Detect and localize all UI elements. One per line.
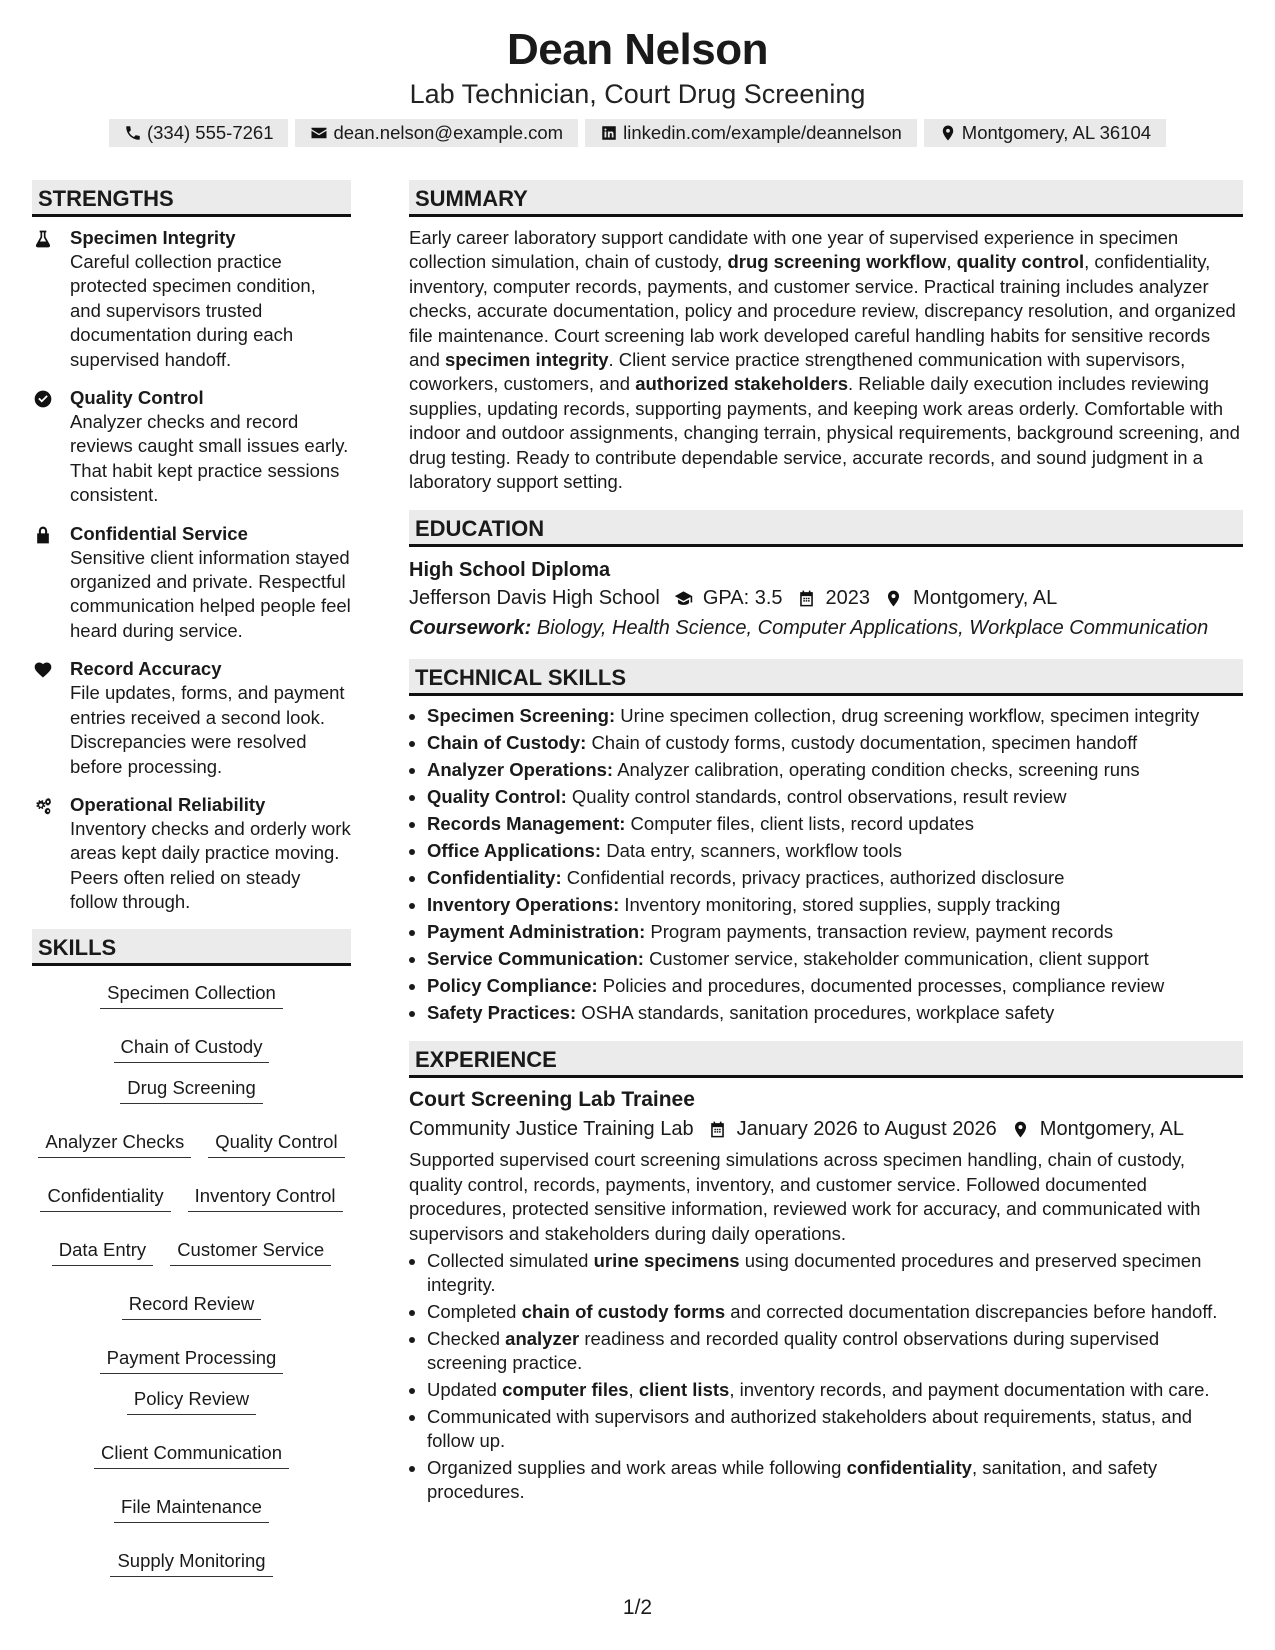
list-item (427, 1249, 1243, 1297)
summary-segment: Early career laboratory support candidate with one year of supervised experience in specimen collection simulation, chain of custody, (409, 227, 1179, 273)
skill-label: Service Communication: (427, 948, 644, 970)
summary-highlight: quality control (956, 251, 1085, 273)
list-item (427, 812, 1243, 836)
education-year: 2023 (825, 587, 871, 610)
list-item (427, 920, 1243, 944)
experience-heading: EXPERIENCE (409, 1041, 1243, 1078)
skill-text: Analyzer calibration, operating condition checks, screening runs (617, 759, 1140, 781)
skill-tag: Drug Screening (120, 1076, 263, 1104)
list-item (427, 1300, 1243, 1324)
job-org: Community Justice Training Lab (409, 1118, 694, 1141)
contact-bar (0, 119, 1275, 147)
skill-label: Confidentiality: (427, 867, 562, 889)
technical-skills-list (409, 704, 1243, 1025)
strengths-heading: STRENGTHS (32, 180, 351, 217)
strength-desc: File updates, forms, and payment entries received a second look. Discrepancies were resolved before processing. (70, 682, 345, 777)
list-item (427, 1378, 1243, 1402)
experience-section (409, 1041, 1243, 1504)
list-item (427, 974, 1243, 998)
strength-title: Record Accuracy (70, 658, 222, 680)
lock-icon (33, 525, 53, 545)
summary-segment: . Reliable daily execution includes reviewing supplies, updating records, supporting payments, and keeping work areas orderly. Comfortable with indoor and outdoor assignments, changing terrain, physical requirements, background screening, and drug testing. Ready to contribute dependable service, accurate records, and sound judgment in a laboratory support setting. (409, 373, 1240, 493)
contact-linkedin[interactable] (585, 119, 917, 147)
right-column (409, 180, 1243, 1507)
contact-phone[interactable] (109, 119, 289, 147)
education-gpa: GPA: 3.5 (702, 587, 783, 610)
skill-label: Analyzer Operations: (427, 759, 614, 781)
map-pin-icon (939, 124, 957, 142)
summary-segment: , confidentiality, inventory, computer records, payments, and customer service. Practical training includes analyzer checks, accurate documentation, policy and procedure review, discrepancy resolution, and organized file maintenance. Court screening lab work developed careful handling habits for sensitive records and (409, 251, 1236, 371)
strength-item (32, 226, 351, 372)
strength-item (32, 522, 351, 644)
skill-label: Specimen Screening: (427, 705, 616, 727)
strength-title: Confidential Service (70, 522, 248, 544)
summary-highlight: specimen integrity (445, 349, 609, 371)
graduation-cap-icon (674, 589, 693, 608)
skill-tag: Inventory Control (188, 1184, 343, 1212)
skill-text: Customer service, stakeholder communication, client support (649, 948, 1149, 970)
contact-email[interactable] (295, 119, 578, 147)
bullet-text: Organized supplies and work areas while following (427, 1457, 847, 1479)
list-item (427, 1456, 1243, 1504)
bullet-highlight: client lists (638, 1379, 730, 1401)
list-item (427, 1327, 1243, 1375)
skill-tag: Policy Review (127, 1387, 256, 1415)
skill-label: Safety Practices: (427, 1002, 577, 1024)
education-meta (409, 583, 1243, 613)
bullet-text: , inventory records, and payment documentation with care. (729, 1379, 1210, 1401)
skill-tag: Chain of Custody (114, 1035, 270, 1063)
bullet-highlight: urine specimens (593, 1250, 740, 1272)
skill-label: Chain of Custody: (427, 732, 587, 754)
skill-tag: Customer Service (170, 1238, 331, 1266)
summary-segment: , (946, 251, 957, 273)
list-item (427, 704, 1243, 728)
list-item (427, 893, 1243, 917)
skill-label: Quality Control: (427, 786, 567, 808)
skill-text: Computer files, client lists, record updates (630, 813, 974, 835)
contact-location (924, 119, 1166, 147)
skill-text: Program payments, transaction review, payment records (650, 921, 1114, 943)
candidate-name: Dean Nelson (506, 25, 768, 74)
skill-text: Chain of custody forms, custody documentation, specimen handoff (591, 732, 1138, 754)
education-section (409, 510, 1243, 643)
flask-icon (33, 229, 53, 249)
skill-tag: Supply Monitoring (110, 1549, 272, 1577)
job-meta (409, 1114, 1243, 1144)
strength-title: Quality Control (70, 387, 204, 409)
left-column (32, 180, 351, 1577)
skills-list (32, 981, 351, 1577)
skill-tag: Data Entry (52, 1238, 153, 1266)
skill-tag: File Maintenance (114, 1495, 269, 1523)
coursework-list: Biology, Health Science, Computer Applications, Workplace Communication (536, 617, 1209, 640)
skill-label: Policy Compliance: (427, 975, 598, 997)
page-number: 1/2 (622, 1596, 653, 1619)
skill-tag: Payment Processing (100, 1346, 284, 1374)
summary-heading: SUMMARY (409, 180, 1243, 217)
contact-linkedin-text: linkedin.com/example/deannelson (623, 122, 902, 143)
strength-title: Specimen Integrity (70, 227, 236, 248)
skill-label: Records Management: (427, 813, 626, 835)
contact-email-text: dean.nelson@example.com (333, 122, 564, 143)
skill-label: Payment Administration: (427, 921, 646, 943)
heart-icon (33, 660, 53, 680)
gears-icon (33, 796, 53, 816)
strength-desc: Analyzer checks and record reviews caught small issues early. That habit kept practice sessions consistent. (70, 411, 349, 506)
skill-text: Confidential records, privacy practices, authorized disclosure (566, 867, 1065, 889)
bullet-text: Communicated with supervisors and authorized stakeholders about requirements, status, and follow up. (427, 1406, 1193, 1452)
list-item (427, 1405, 1243, 1453)
strengths-list (32, 226, 351, 915)
strength-item (32, 657, 351, 779)
job-summary: Supported supervised court screening simulations across specimen handling, chain of custody, quality control, records, payments, inventory, and customer service. Followed documented procedures, protected sensitive information, reviewed work for accuracy, and communicated with supervisors and stakeholders during daily operations. (409, 1149, 1201, 1244)
list-item (427, 731, 1243, 755)
skill-text: Quality control standards, control observations, result review (571, 786, 1067, 808)
skills-section (32, 929, 351, 1577)
list-item (427, 1001, 1243, 1025)
strength-title: Operational Reliability (70, 793, 266, 815)
list-item (427, 947, 1243, 971)
skill-text: Policies and procedures, documented processes, compliance review (602, 975, 1165, 997)
skill-tag: Client Communication (94, 1441, 289, 1469)
bullet-text: , (628, 1379, 639, 1401)
list-item (427, 866, 1243, 890)
calendar-icon (797, 589, 816, 608)
strength-item (32, 386, 351, 508)
contact-location-text: Montgomery, AL 36104 (961, 122, 1152, 143)
skill-label: Inventory Operations: (427, 894, 620, 916)
skill-tag: Analyzer Checks (38, 1130, 191, 1158)
skills-heading: SKILLS (32, 929, 351, 966)
skill-tag: Confidentiality (40, 1184, 170, 1212)
bullet-highlight: computer files (502, 1379, 629, 1401)
summary-text (409, 226, 1243, 494)
strength-desc: Careful collection practice protected specimen condition, and supervisors trusted documentation during each supervised handoff. (70, 251, 316, 370)
bullet-highlight: analyzer (505, 1328, 580, 1350)
linkedin-icon (600, 124, 618, 142)
resume-header (0, 0, 1275, 147)
bullet-text: Collected simulated (427, 1250, 594, 1272)
list-item (427, 758, 1243, 782)
education-degree: High School Diploma (409, 559, 611, 582)
list-item (427, 785, 1243, 809)
education-coursework (409, 613, 1243, 643)
bullet-text: Checked (427, 1328, 506, 1350)
skill-tag: Quality Control (208, 1130, 344, 1158)
skill-tag: Record Review (122, 1292, 261, 1320)
bullet-text: using documented procedures and preserved specimen integrity. (427, 1250, 1202, 1296)
job-bullets (409, 1249, 1243, 1504)
skill-text: Data entry, scanners, workflow tools (606, 840, 902, 862)
job-title: Court Screening Lab Trainee (409, 1088, 695, 1112)
list-item (427, 839, 1243, 863)
strength-item (32, 793, 351, 915)
map-pin-icon (884, 589, 903, 608)
calendar-icon (708, 1120, 727, 1139)
skill-label: Office Applications: (427, 840, 602, 862)
education-school: Jefferson Davis High School (409, 587, 660, 610)
summary-segment: . Client service practice strengthened communication with supervisors, coworkers, customers, and (409, 349, 1186, 395)
skill-text: OSHA standards, sanitation procedures, workplace safety (581, 1002, 1055, 1024)
education-heading: EDUCATION (409, 510, 1243, 547)
technical-skills-heading: TECHNICAL SKILLS (409, 659, 1243, 696)
strength-desc: Inventory checks and orderly work areas kept daily practice moving. Peers often relied on steady follow through. (70, 817, 351, 913)
bullet-text: readiness and recorded quality control observations during supervised screening practice. (427, 1328, 1160, 1374)
skill-tag: Specimen Collection (100, 981, 283, 1009)
envelope-icon (310, 124, 328, 142)
technical-skills-section (409, 659, 1243, 1025)
bullet-text: Completed (427, 1301, 522, 1323)
job-dates: January 2026 to August 2026 (736, 1118, 997, 1141)
bullet-highlight: confidentiality (846, 1457, 972, 1479)
map-pin-icon (1011, 1120, 1030, 1139)
contact-phone-text: (334) 555-7261 (146, 122, 274, 143)
bullet-text: Updated (427, 1379, 503, 1401)
phone-icon (124, 124, 142, 142)
candidate-title: Lab Technician, Court Drug Screening (409, 79, 866, 109)
bullet-text: , sanitation, and safety procedures. (427, 1457, 1158, 1503)
skill-text: Inventory monitoring, stored supplies, supply tracking (624, 894, 1061, 916)
bullet-highlight: chain of custody forms (521, 1301, 726, 1323)
strength-desc: Sensitive client information stayed organized and private. Respectful communication helped people feel heard during service. (70, 546, 351, 641)
summary-highlight: authorized stakeholders (635, 373, 849, 395)
check-circle-icon (33, 389, 53, 409)
coursework-label: Coursework: (409, 617, 532, 640)
education-location: Montgomery, AL (913, 587, 1058, 610)
bullet-text: and corrected documentation discrepancies before handoff. (725, 1301, 1218, 1323)
skill-text: Urine specimen collection, drug screening workflow, specimen integrity (620, 705, 1200, 727)
job-location: Montgomery, AL (1039, 1118, 1184, 1141)
summary-highlight: drug screening workflow (727, 251, 947, 273)
